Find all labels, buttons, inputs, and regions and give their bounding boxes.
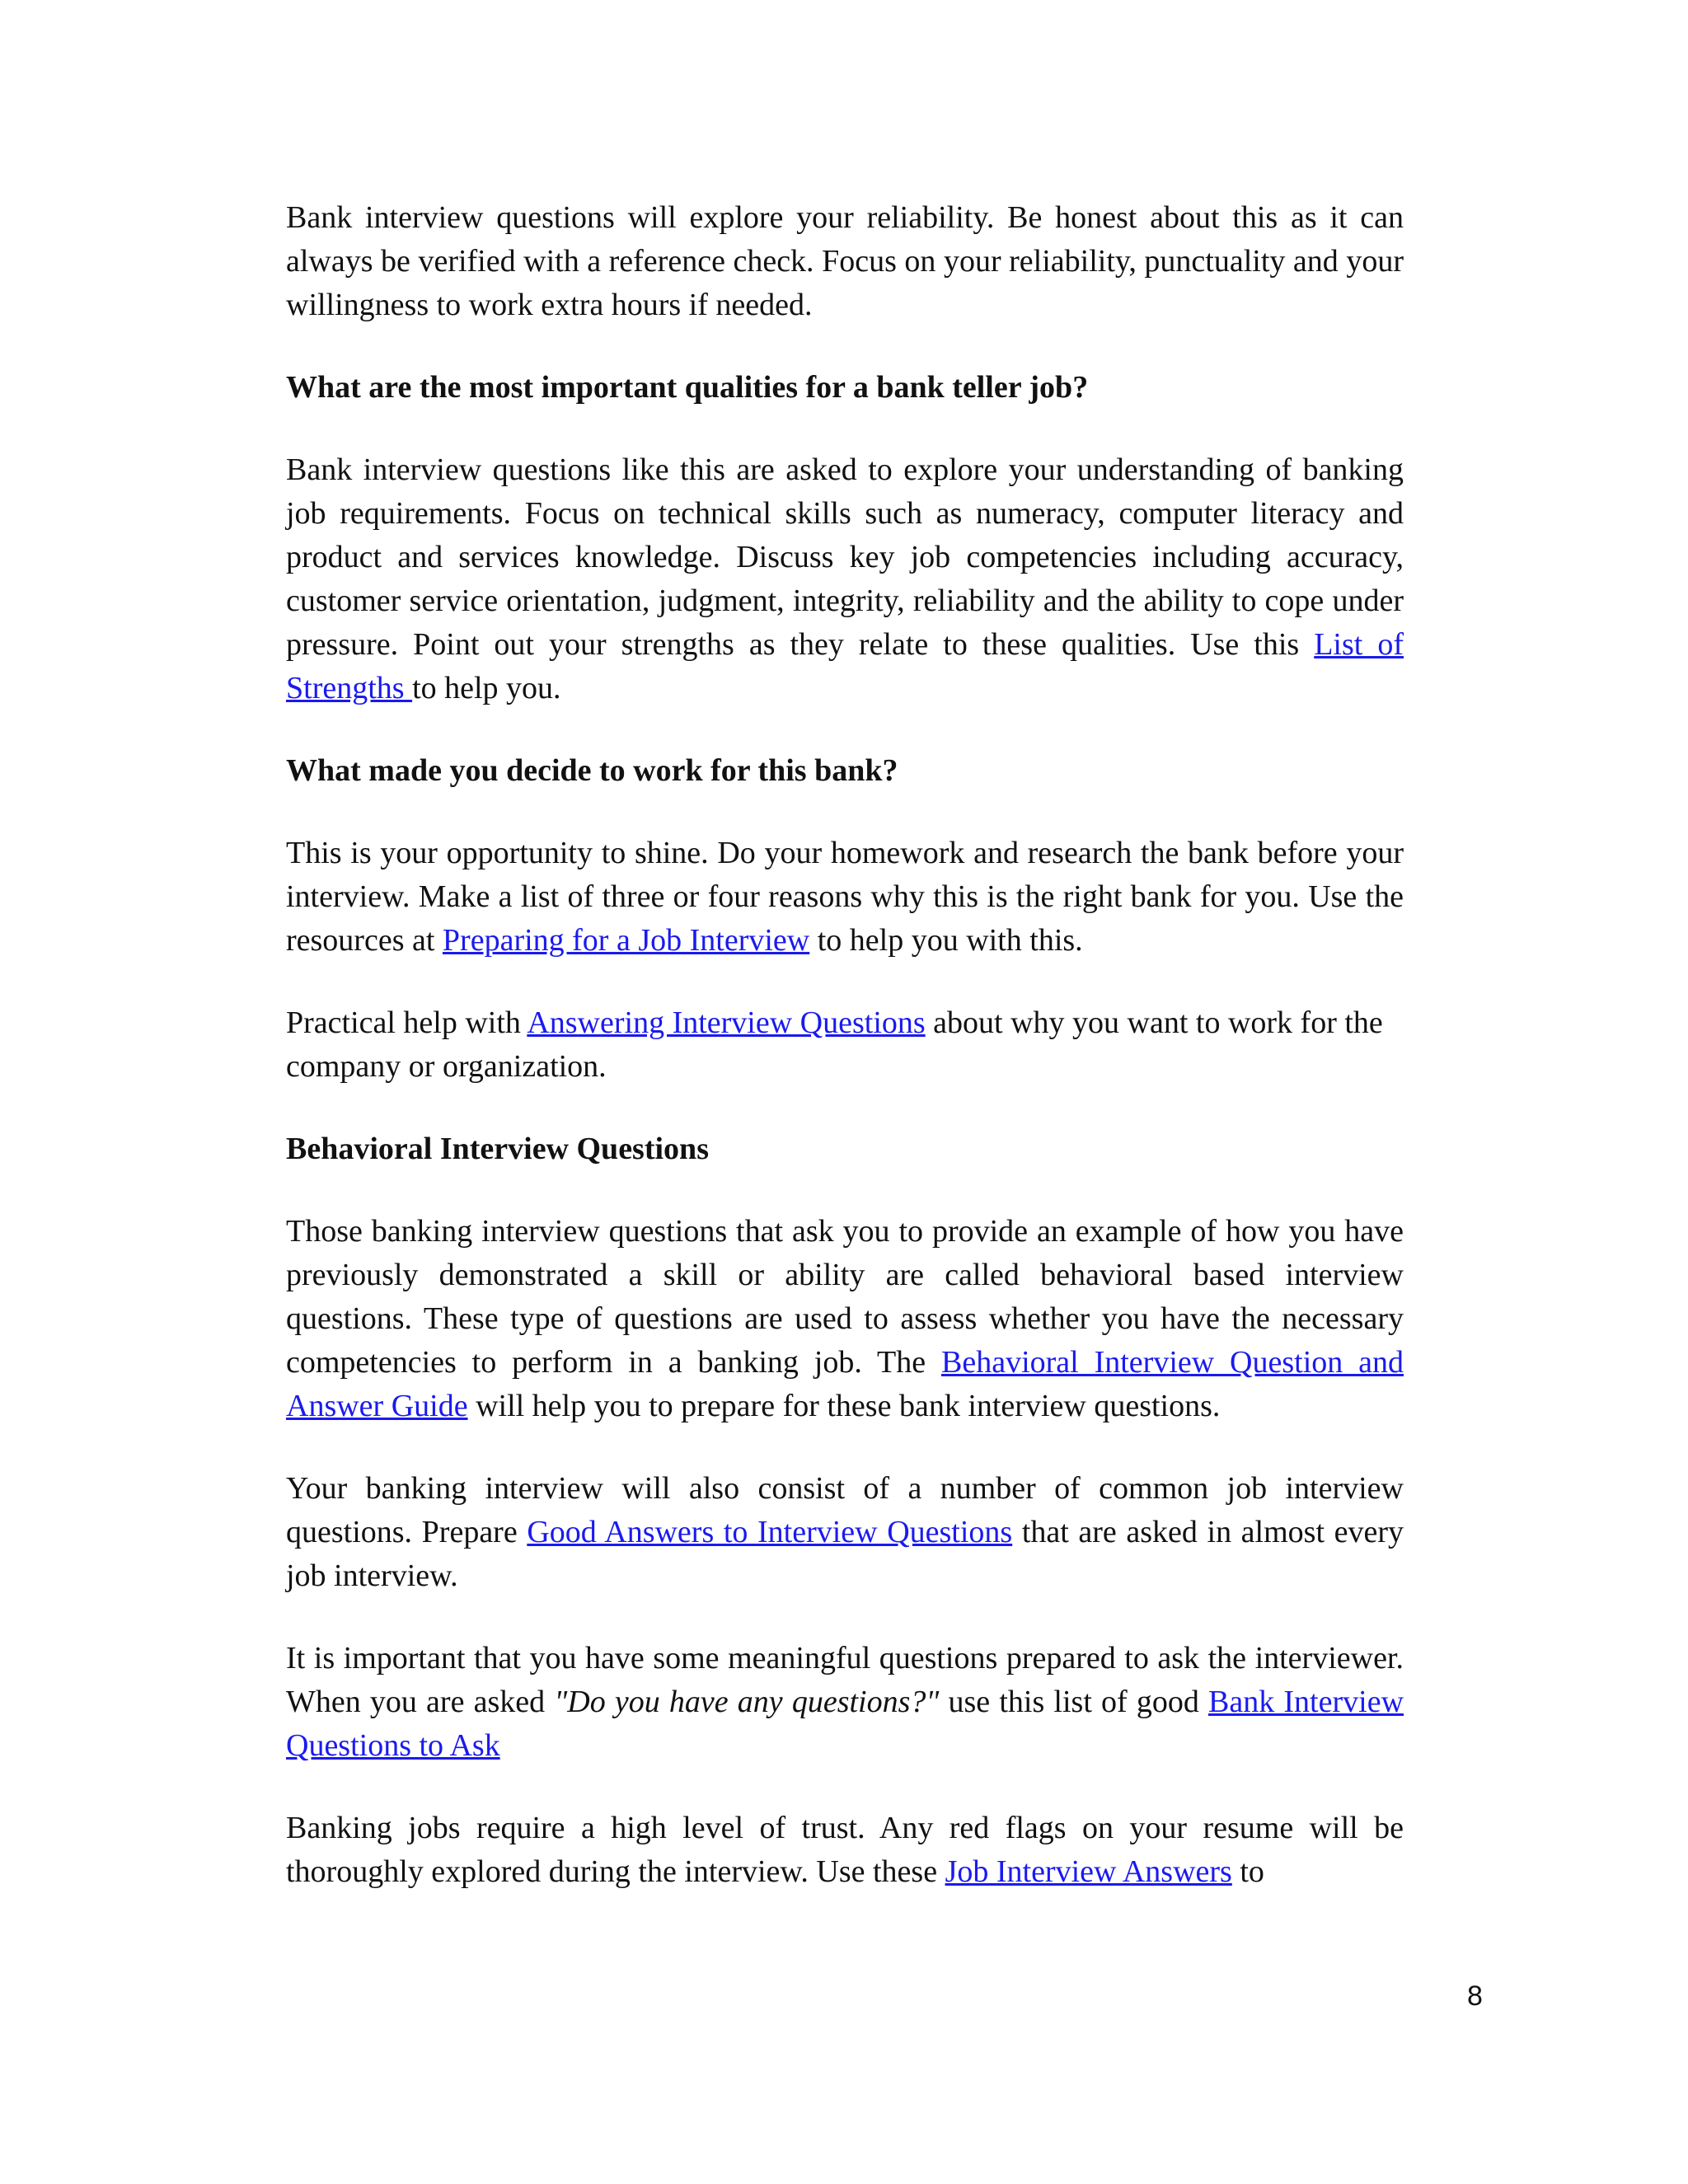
common-text-after: that are asked in almost every job interview. (286, 1515, 1404, 1593)
paragraph-trust (286, 1807, 1404, 1894)
paragraph-decide-answer (286, 832, 1404, 963)
ask-text-middle: use this list of good (939, 1685, 1209, 1719)
practical-text-after: about why you want to work for the company or organization. (286, 1005, 1383, 1084)
paragraph-reliability-text: Bank interview questions will explore your reliability. Be honest about this as it can always be verified with a reference check. Focus on your reliability, punctuality and your willingness to work extra hours if needed. (286, 200, 1404, 322)
paragraph-behavioral (286, 1210, 1404, 1428)
paragraph-reliability (286, 196, 1404, 327)
qualities-text-before: Bank interview questions like this are asked to explore your understanding of banking job requirements. Focus on technical skills such as numeracy, computer literacy and product and services knowledge. Discuss key job competencies including accuracy, customer service orientation, judgment, integrity, reliability and the ability to cope under pressure. Point out your strengths as they relate to these qualities. Use this (286, 452, 1404, 662)
job-interview-answers-link[interactable]: Job Interview Answers (945, 1854, 1232, 1889)
decide-text-before: This is your opportunity to shine. Do your homework and research the bank before your interview. Make a list of three or four reasons why this is the right bank for you. Use the resources at (286, 836, 1404, 958)
ask-italic-quote: "Do you have any questions?" (554, 1685, 940, 1719)
good-answers-link[interactable]: Good Answers to Interview Questions (527, 1515, 1013, 1549)
decide-text-after: to help you with this. (809, 923, 1083, 958)
page-number: 8 (1467, 1980, 1483, 2012)
behavioral-text-before: Those banking interview questions that ask you to provide an example of how you have previously demonstrated a skill or ability are called behavioral based interview questions. These type of questions are used to assess whether you have the necessary competencies to perform in a banking job. The (286, 1214, 1404, 1380)
paragraph-practical-help (286, 1001, 1404, 1089)
answering-interview-questions-link[interactable]: Answering Interview Questions (527, 1005, 926, 1040)
heading-decide-question: What made you decide to work for this bank? (286, 753, 898, 788)
practical-text-before: Practical help with (286, 1005, 528, 1040)
ask-text-before: It is important that you have some meaningful questions prepared to ask the interviewer. When you are asked (286, 1641, 1404, 1719)
preparing-job-interview-link[interactable]: Preparing for a Job Interview (442, 923, 810, 958)
bank-questions-to-ask-link[interactable]: Bank Interview Questions to Ask (286, 1685, 1404, 1763)
behavioral-guide-link[interactable]: Behavioral Interview Question and Answer Guide (286, 1345, 1404, 1423)
paragraph-questions-to-ask (286, 1637, 1404, 1768)
behavioral-text-after: will help you to prepare for these bank interview questions. (467, 1389, 1221, 1423)
paragraph-qualities-answer (286, 448, 1404, 710)
list-of-strengths-link[interactable]: List of Strengths (286, 627, 1404, 705)
trust-text-after: to (1231, 1854, 1264, 1889)
common-text-before: Your banking interview will also consist of a number of common job interview questions. Prepare (286, 1471, 1404, 1549)
page-body (286, 196, 1404, 1933)
heading-behavioral-interview-questions: Behavioral Interview Questions (286, 1132, 709, 1166)
heading-qualities-question: What are the most important qualities for a bank teller job? (286, 370, 1089, 405)
paragraph-common-questions (286, 1467, 1404, 1598)
trust-text-before: Banking jobs require a high level of trust. Any red flags on your resume will be thoroughly explored during the interview. Use these (286, 1811, 1404, 1889)
qualities-text-after: to help you. (412, 671, 561, 705)
